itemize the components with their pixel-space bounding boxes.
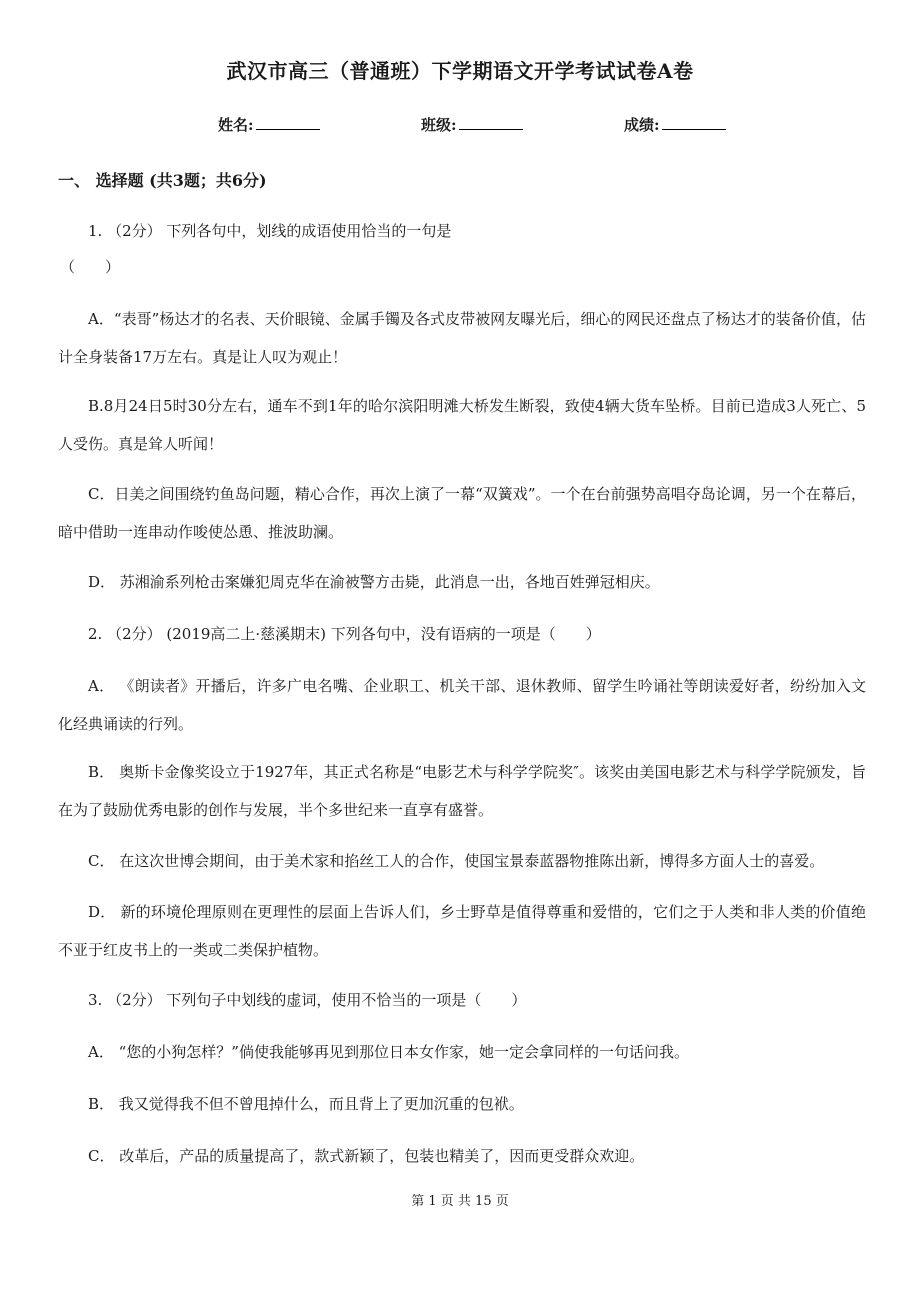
question-3-stem: 3. （2分） 下列句子中划线的虚词，使用不恰当的一项是（ ） [88, 991, 527, 1009]
question-3-option-b: B． 我又觉得我不但不曾甩掉什么，而且背上了更加沉重的包袱。 [88, 1095, 524, 1113]
class-field [421, 114, 523, 135]
class-blank[interactable] [459, 115, 523, 130]
name-blank[interactable] [256, 115, 320, 130]
score-field [624, 114, 726, 135]
page-footer: 第 1 页 共 15 页 [411, 1194, 509, 1209]
question-1-option-a: A．“表哥”杨达才的名表、天价眼镜、金属手镯及各式皮带被网友曝光后，细心的网民还盘点了杨达才的装备价值，估计全身装备17万左右。真是让人叹为观止！ [58, 310, 866, 366]
question-1-paren: （ ） [60, 258, 121, 276]
question-2-stem: 2. （2分） (2019高二上·慈溪期末) 下列各句中，没有语病的一项是（ ） [88, 625, 601, 643]
section-heading: 一、 选择题 (共3题；共6分) [58, 171, 267, 190]
question-1-option-c: C．日美之间围绕钓鱼岛问题，精心合作，再次上演了一幕“双簧戏”。一个在台前强势高唱夺岛论调，另一个在幕后，暗中借助一连串动作唆使怂恿、推波助澜。 [58, 485, 866, 541]
question-3-option-a: A． “您的小狗怎样？”倘使我能够再见到那位日本女作家，她一定会拿同样的一句话问我。 [88, 1043, 689, 1061]
question-1-option-b: B.8月24日5时30分左右，通车不到1年的哈尔滨阳明滩大桥发生断裂，致使4辆大货车坠桥。目前已造成3人死亡、5人受伤。真是耸人听闻！ [58, 397, 866, 453]
question-1-option-d: D． 苏湘渝系列枪击案嫌犯周克华在渝被警方击毙，此消息一出，各地百姓弹冠相庆。 [88, 573, 660, 591]
exam-title: 武汉市高三（普通班）下学期语文开学考试试卷A卷 [226, 59, 694, 83]
question-3-option-c: C． 改革后，产品的质量提高了，款式新颖了，包装也精美了，因而更受群众欢迎。 [88, 1147, 645, 1165]
question-1-stem: 1. （2分） 下列各句中，划线的成语使用恰当的一句是 [88, 222, 452, 240]
class-label: 班级: [421, 116, 457, 134]
question-2-option-c: C． 在这次世博会期间，由于美术家和掐丝工人的合作，使国宝景泰蓝器物推陈出新，博得多方面人士的喜爱。 [88, 852, 825, 870]
name-label: 姓名: [218, 116, 254, 134]
question-2-option-b: B． 奥斯卡金像奖设立于1927年，其正式名称是“电影艺术与科学学院奖″。该奖由美国电影艺术与科学学院颁发，旨在为了鼓励优秀电影的创作与发展，半个多世纪来一直享有盛誉。 [58, 763, 866, 819]
question-2-option-d: D． 新的环境伦理原则在更理性的层面上告诉人们，乡士野草是值得尊重和爱惜的，它们之于人类和非人类的价值绝不亚于红皮书上的一类或二类保护植物。 [58, 903, 866, 959]
question-2-option-a: A． 《朗读者》开播后，许多广电名嘴、企业职工、机关干部、退休教师、留学生吟诵社等朗读爱好者，纷纷加入文化经典诵读的行列。 [58, 677, 866, 733]
score-blank[interactable] [662, 115, 726, 130]
score-label: 成绩: [624, 116, 660, 134]
name-field [218, 114, 320, 135]
